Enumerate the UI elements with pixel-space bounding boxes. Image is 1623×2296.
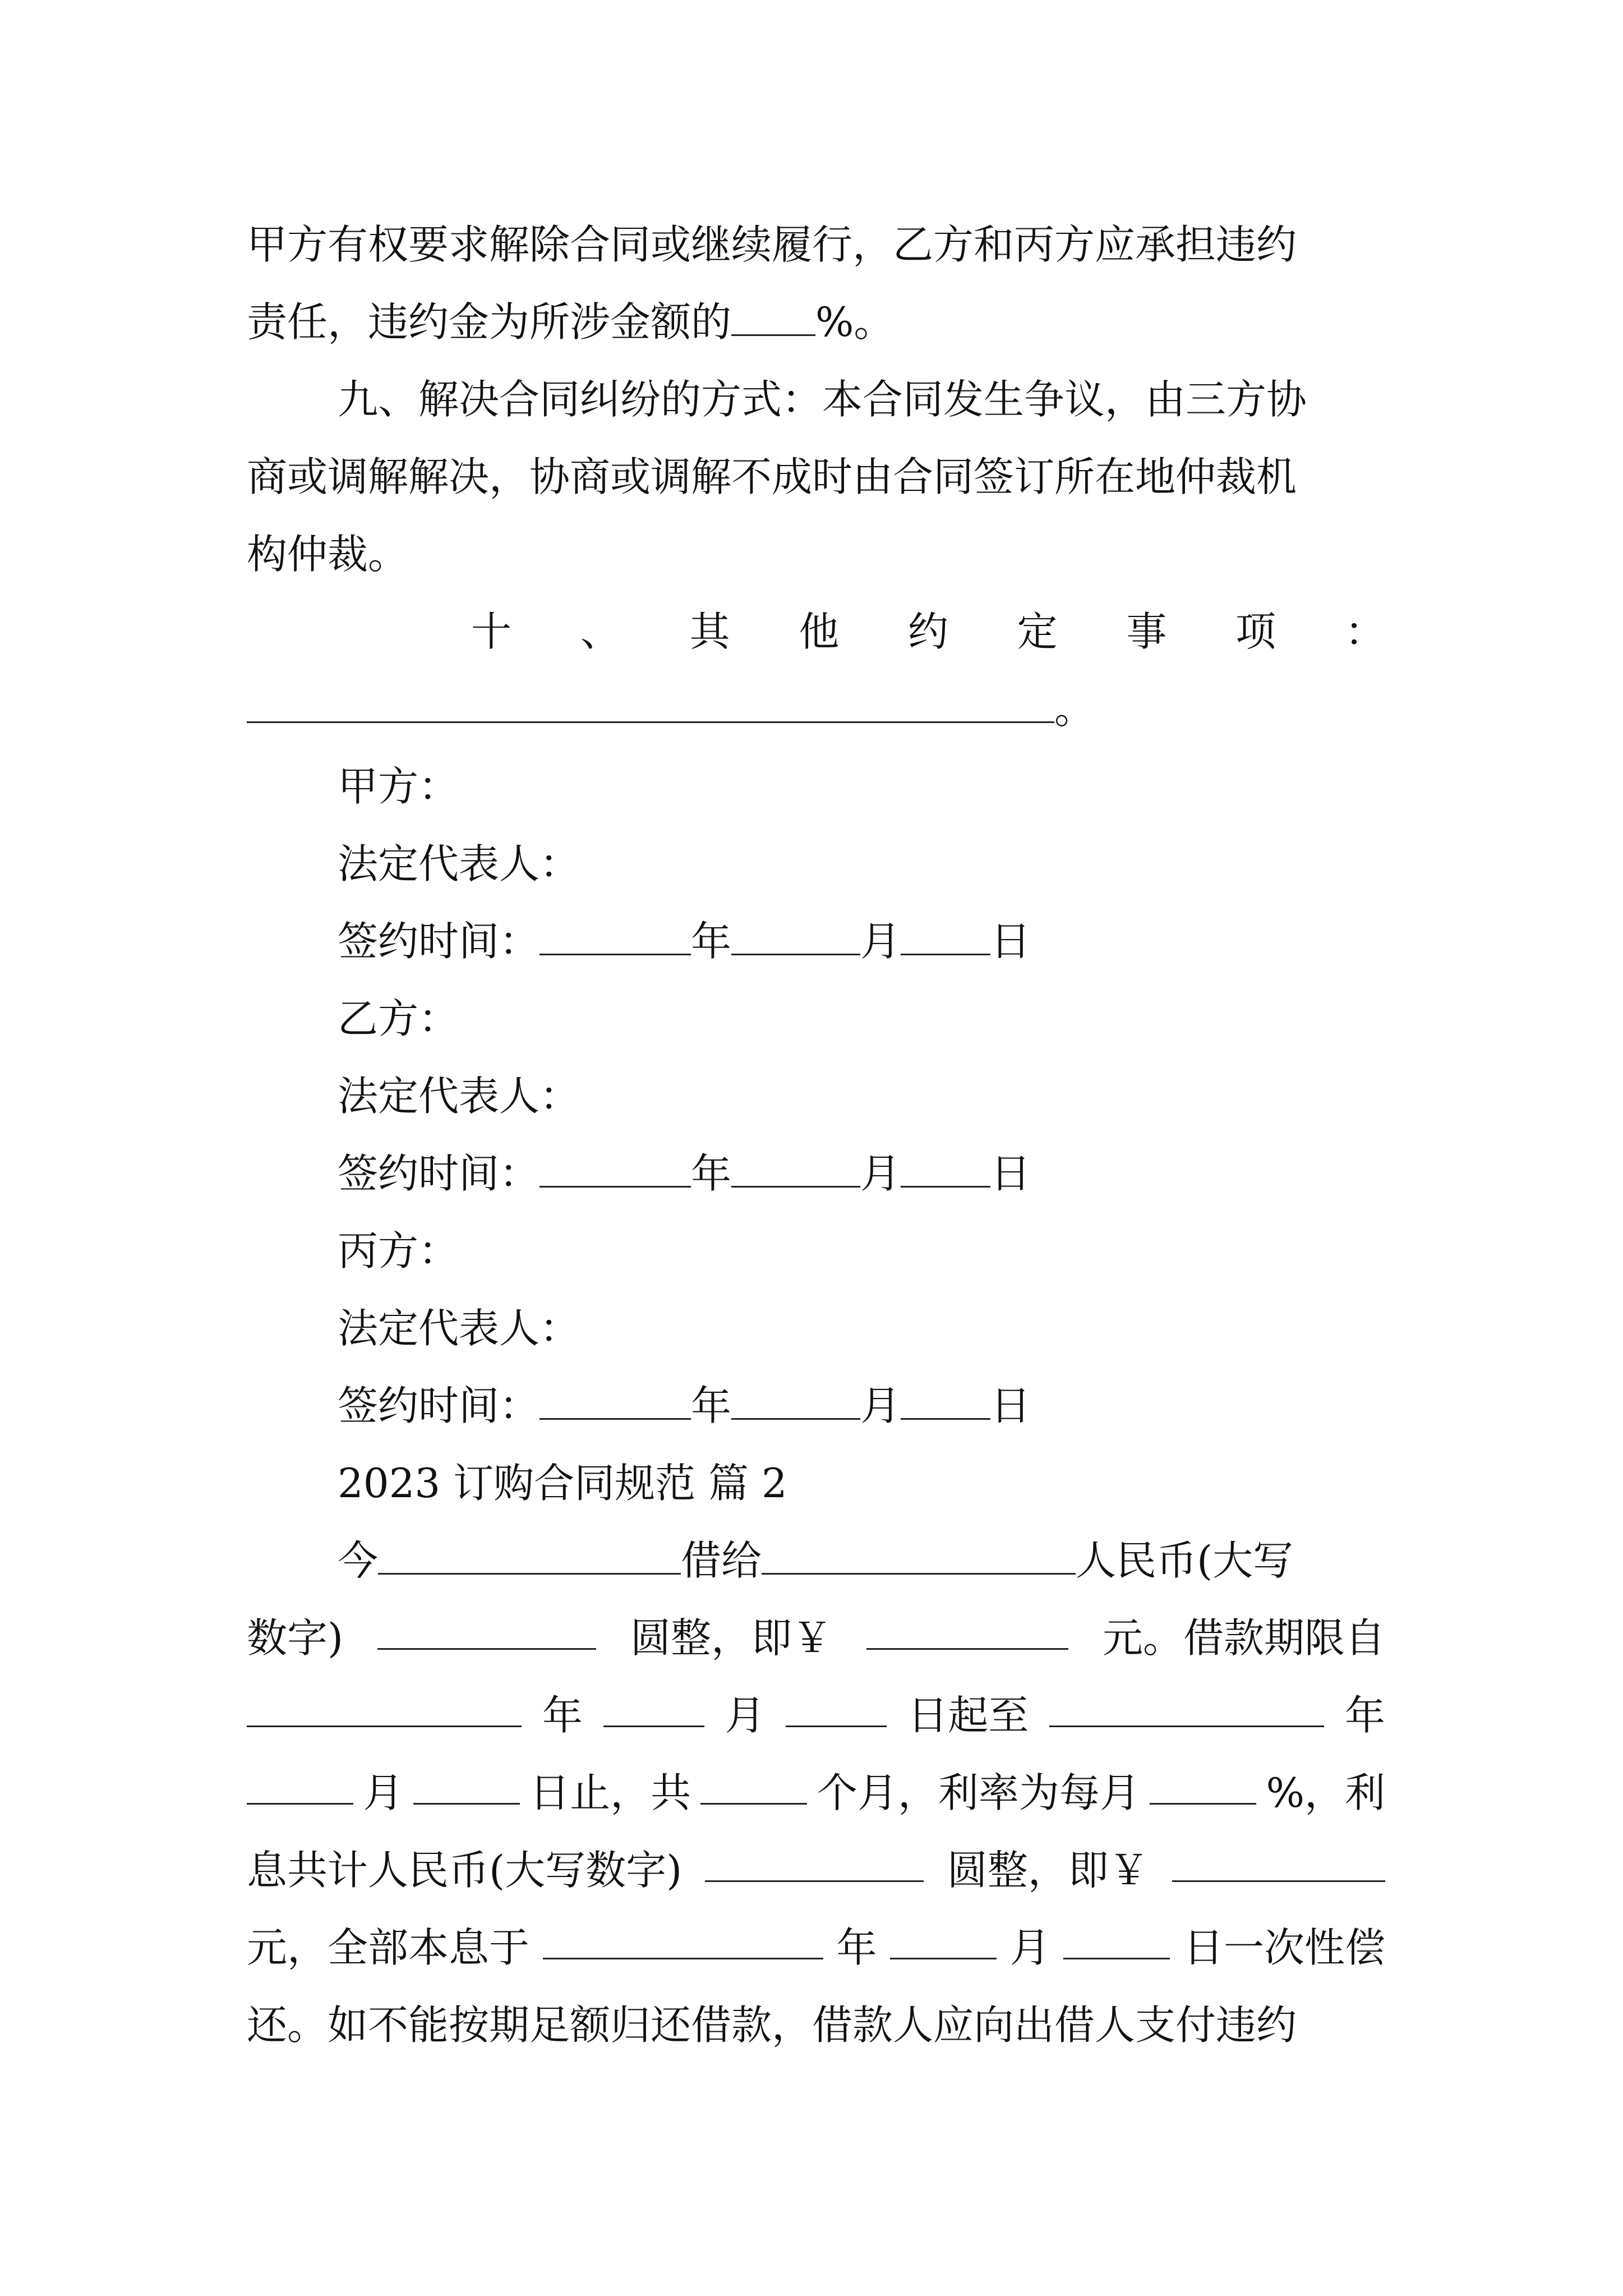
blank-field[interactable] — [543, 1920, 823, 1959]
blank-field[interactable] — [731, 296, 815, 336]
heading-char: 项 — [1235, 608, 1276, 655]
blank-field[interactable] — [731, 1380, 860, 1420]
blank-field[interactable] — [700, 1765, 807, 1805]
blank-field[interactable] — [540, 915, 691, 955]
blank-field[interactable] — [762, 1535, 1076, 1575]
blank-field[interactable] — [786, 1687, 887, 1727]
paragraph-line — [247, 217, 1385, 273]
party-b-label: 乙方： — [338, 995, 459, 1042]
blank-field[interactable] — [731, 915, 860, 955]
blank-field[interactable] — [866, 1610, 1068, 1650]
paragraph-line — [247, 294, 1385, 350]
text: 。 — [1054, 685, 1095, 733]
clause-10-blank-line — [247, 681, 1385, 737]
text: %。 — [815, 298, 895, 346]
loan-line: 今 借给 人民币(大写 — [338, 1533, 1385, 1589]
clause-9-line — [247, 526, 1385, 582]
blank-field[interactable] — [705, 1842, 924, 1882]
blank-field[interactable] — [1063, 1920, 1170, 1959]
blank-field[interactable] — [901, 915, 990, 955]
party-c-rep: 法定代表人： — [338, 1305, 580, 1352]
blank-field[interactable] — [247, 1687, 522, 1727]
blank-field[interactable] — [1049, 1687, 1324, 1727]
blank-field[interactable] — [901, 1380, 990, 1420]
section-title: 2023 订购合同规范 篇 2 — [338, 1460, 787, 1507]
party-a-rep: 法定代表人： — [338, 840, 580, 887]
clause-9-line — [338, 371, 1385, 427]
party-c-sign-date: 签约时间： 年 月 日 — [338, 1378, 1476, 1434]
blank-field[interactable] — [540, 1148, 691, 1188]
heading-char: 十 — [471, 608, 512, 655]
blank-field[interactable] — [603, 1687, 704, 1727]
blank-field[interactable] — [901, 1148, 990, 1188]
text: 构仲裁。 — [247, 531, 409, 578]
blank-field[interactable] — [247, 1765, 353, 1805]
party-b-sign-date: 签约时间： 年 月 日 — [338, 1145, 1476, 1202]
blank-field[interactable] — [247, 683, 1054, 723]
text: 商或调解解决，协商或调解不成时由合同签订所在地仲裁机 — [247, 453, 1297, 500]
loan-line: 年 月 日起至 年 — [247, 1687, 1385, 1743]
party-a-sign-date: 签约时间： 年 月 日 — [338, 913, 1476, 969]
text: 责任，违约金为所涉金额的 — [247, 298, 732, 346]
clause-10-heading — [471, 604, 1385, 660]
party-c-label: 丙方： — [338, 1227, 459, 1274]
loan-line: 数字) 圆整，即￥ 元。借款期限自 — [247, 1610, 1385, 1666]
loan-line: 息共计人民币(大写数字) 圆整，即￥ — [247, 1842, 1385, 1898]
loan-line: 元，全部本息于 年 月 日一次性偿 — [247, 1920, 1385, 1976]
blank-field[interactable] — [1172, 1842, 1385, 1882]
party-b-rep: 法定代表人： — [338, 1073, 580, 1120]
loan-line: 月 日止，共 个月，利率为每月 %，利 — [247, 1765, 1385, 1821]
text: 甲方有权要求解除合同或继续履行，乙方和丙方应承担违约 — [247, 221, 1297, 268]
blank-field[interactable] — [540, 1380, 691, 1420]
text: 九、解决合同纠纷的方式：本合同发生争议，由三方协 — [338, 376, 1307, 423]
clause-9-line — [247, 449, 1385, 505]
heading-char: 约 — [907, 608, 948, 655]
heading-char: ： — [1344, 608, 1385, 655]
blank-field[interactable] — [1150, 1765, 1256, 1805]
party-a-label: 甲方： — [338, 763, 459, 810]
loan-line: 还。如不能按期足额归还借款，借款人应向出借人支付违约 — [247, 2001, 1297, 2049]
heading-char: 定 — [1017, 608, 1058, 655]
heading-char: 、 — [580, 608, 621, 655]
blank-field[interactable] — [890, 1920, 997, 1959]
blank-field[interactable] — [731, 1148, 860, 1188]
blank-field[interactable] — [413, 1765, 520, 1805]
blank-field[interactable] — [378, 1535, 681, 1575]
heading-char: 他 — [799, 608, 840, 655]
heading-char: 其 — [689, 608, 730, 655]
blank-field[interactable] — [377, 1610, 596, 1650]
heading-char: 事 — [1126, 608, 1167, 655]
